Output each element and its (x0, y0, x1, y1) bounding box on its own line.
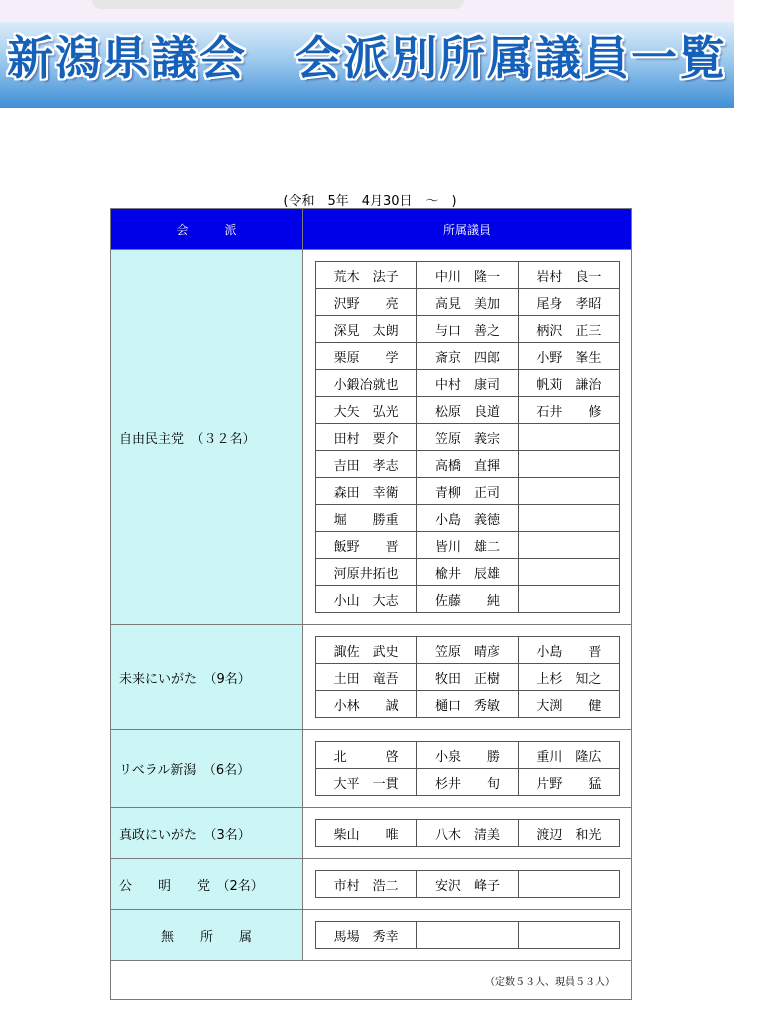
empty-member-cell (518, 922, 619, 949)
faction-members (303, 910, 632, 961)
member-row (316, 769, 620, 796)
member-name: 安沢 峰子 (417, 871, 518, 898)
member-name: 笠原 晴彦 (417, 637, 518, 664)
member-name: 中村 康司 (417, 370, 518, 397)
faction-name: 真政にいがた （3名） (111, 808, 303, 859)
empty-member-cell (518, 586, 619, 613)
empty-member-cell (518, 559, 619, 586)
member-name: 堀 勝重 (316, 505, 417, 532)
page-title: 新潟県議会 会派別所属議員一覧 (7, 31, 727, 85)
member-name: 大渕 健 (518, 691, 619, 718)
faction-members (303, 808, 632, 859)
member-row (316, 820, 620, 847)
member-name: 片野 猛 (518, 769, 619, 796)
faction-members (303, 250, 632, 625)
member-row (316, 343, 620, 370)
faction-table (110, 208, 632, 1000)
table-header-row (111, 209, 632, 250)
title-banner (0, 22, 734, 108)
member-name: 重川 隆広 (518, 742, 619, 769)
member-name: 松原 良道 (417, 397, 518, 424)
member-name: 渡辺 和光 (518, 820, 619, 847)
member-name: 小島 義徳 (417, 505, 518, 532)
member-name: 諏佐 武史 (316, 637, 417, 664)
member-row (316, 451, 620, 478)
top-strip (0, 0, 734, 22)
member-name: 北 啓 (316, 742, 417, 769)
member-name: 沢野 亮 (316, 289, 417, 316)
member-grid (315, 819, 620, 847)
member-row (316, 316, 620, 343)
faction-row (111, 808, 632, 859)
faction-name: 公 明 党 （2名） (111, 859, 303, 910)
member-name: 吉田 孝志 (316, 451, 417, 478)
member-name: 青柳 正司 (417, 478, 518, 505)
member-name: 柄沢 正三 (518, 316, 619, 343)
member-name: 荒木 法子 (316, 262, 417, 289)
member-name: 大平 一貫 (316, 769, 417, 796)
member-grid (315, 921, 620, 949)
member-row (316, 871, 620, 898)
member-name: 大矢 弘光 (316, 397, 417, 424)
member-row (316, 664, 620, 691)
member-name: 田村 要介 (316, 424, 417, 451)
empty-member-cell (518, 424, 619, 451)
footnote-row (111, 961, 632, 1000)
faction-column-header: 会 派 (111, 209, 303, 250)
empty-member-cell (518, 532, 619, 559)
member-name: 皆川 雄二 (417, 532, 518, 559)
member-row (316, 922, 620, 949)
member-name: 楡井 辰雄 (417, 559, 518, 586)
member-name: 与口 善之 (417, 316, 518, 343)
member-grid (315, 261, 620, 613)
member-name: 小島 晋 (518, 637, 619, 664)
member-name: 飯野 晋 (316, 532, 417, 559)
member-name: 市村 浩二 (316, 871, 417, 898)
member-name: 小鍛冶就也 (316, 370, 417, 397)
member-name: 樋口 秀敏 (417, 691, 518, 718)
member-name: 斎京 四郎 (417, 343, 518, 370)
member-row (316, 559, 620, 586)
member-row (316, 586, 620, 613)
member-name: 森田 幸衛 (316, 478, 417, 505)
member-row (316, 691, 620, 718)
member-name: 小山 大志 (316, 586, 417, 613)
empty-member-cell (518, 871, 619, 898)
faction-name: 無 所 属 (111, 910, 303, 961)
member-name: 佐藤 純 (417, 586, 518, 613)
member-name: 小野 峯生 (518, 343, 619, 370)
empty-member-cell (518, 451, 619, 478)
member-name: 馬場 秀幸 (316, 922, 417, 949)
faction-name: 自由民主党 （３２名） (111, 250, 303, 625)
faction-members (303, 625, 632, 730)
members-column-header: 所属議員 (303, 209, 632, 250)
faction-name: リベラル新潟 （6名） (111, 730, 303, 808)
member-name: 八木 清美 (417, 820, 518, 847)
member-grid (315, 741, 620, 796)
member-name: 小林 誠 (316, 691, 417, 718)
empty-member-cell (518, 505, 619, 532)
member-name: 高見 美加 (417, 289, 518, 316)
member-name: 栗原 学 (316, 343, 417, 370)
member-name: 尾身 孝昭 (518, 289, 619, 316)
member-name: 杉井 旬 (417, 769, 518, 796)
member-row (316, 742, 620, 769)
member-name: 牧田 正樹 (417, 664, 518, 691)
member-name: 帆苅 謙治 (518, 370, 619, 397)
member-row (316, 478, 620, 505)
member-row (316, 289, 620, 316)
member-grid (315, 636, 620, 718)
member-row (316, 397, 620, 424)
faction-members (303, 859, 632, 910)
member-name: 河原井拓也 (316, 559, 417, 586)
faction-row (111, 625, 632, 730)
empty-member-cell (518, 478, 619, 505)
member-row (316, 424, 620, 451)
member-name: 中川 隆一 (417, 262, 518, 289)
member-grid (315, 870, 620, 898)
member-name: 深見 太朗 (316, 316, 417, 343)
member-name: 笠原 義宗 (417, 424, 518, 451)
faction-members (303, 730, 632, 808)
faction-row (111, 730, 632, 808)
member-name: 柴山 唯 (316, 820, 417, 847)
member-name: 上杉 知之 (518, 664, 619, 691)
seat-count-note: （定数５３人、現員５３人） (111, 961, 632, 1000)
member-name: 高橋 直揮 (417, 451, 518, 478)
faction-row (111, 910, 632, 961)
member-row (316, 505, 620, 532)
faction-row (111, 250, 632, 625)
faction-row (111, 859, 632, 910)
member-name: 岩村 良一 (518, 262, 619, 289)
member-row (316, 262, 620, 289)
member-name: 石井 修 (518, 397, 619, 424)
period-label: (令和 5年 4月30日 ～ ) (283, 194, 457, 209)
member-row (316, 532, 620, 559)
member-name: 土田 竜吾 (316, 664, 417, 691)
member-row (316, 637, 620, 664)
member-row (316, 370, 620, 397)
top-pill (92, 0, 464, 9)
empty-member-cell (417, 922, 518, 949)
member-name: 小泉 勝 (417, 742, 518, 769)
faction-name: 未来にいがた （9名） (111, 625, 303, 730)
